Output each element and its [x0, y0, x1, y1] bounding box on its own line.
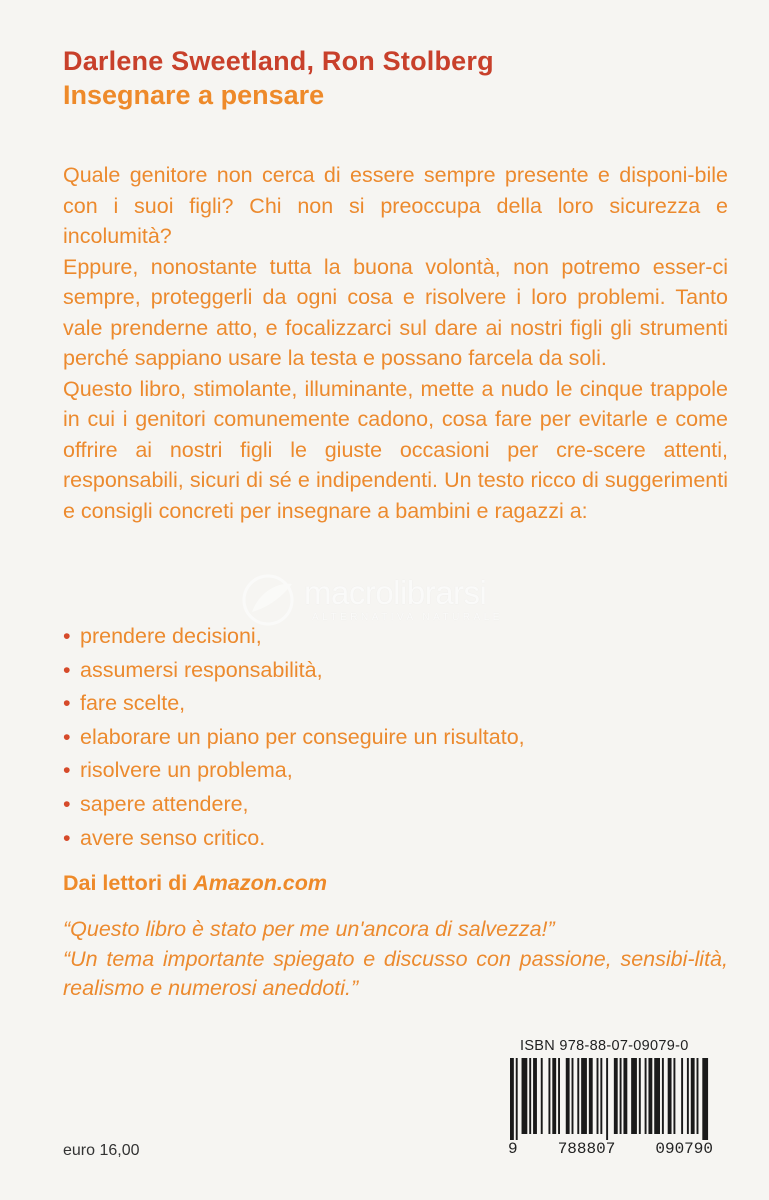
barcode-bar — [614, 1058, 618, 1134]
barcode — [508, 1058, 713, 1140]
barcode-bar — [639, 1058, 641, 1134]
barcode-bar — [533, 1058, 537, 1134]
barcode-digit-group: 9 — [508, 1140, 518, 1158]
barcode-bar — [697, 1058, 699, 1134]
reader-quote: “Un tema importante spiegato e discusso con passione, sensibi-lità, realismo e numerosi aneddoti.” — [63, 946, 728, 1000]
barcode-bar — [668, 1058, 672, 1134]
list-item: • elaborare un piano per conseguire un risultato, — [63, 721, 723, 755]
barcode-bar — [589, 1058, 593, 1134]
book-title: Insegnare a pensare — [63, 80, 325, 110]
barcode-bar — [702, 1058, 708, 1140]
readers-prefix: Dai lettori di — [63, 871, 194, 895]
barcode-bar — [510, 1058, 514, 1140]
barcode-digits — [508, 1140, 713, 1158]
barcode-bar — [662, 1058, 664, 1134]
list-item: • fare scelte, — [63, 687, 723, 721]
list-item: • assumersi responsabilità, — [63, 654, 723, 688]
list-item: • sapere attendere, — [63, 788, 723, 822]
barcode-bar — [597, 1058, 599, 1134]
barcode-bar — [548, 1058, 550, 1134]
barcode-bar — [623, 1058, 627, 1134]
barcode-bar — [687, 1058, 689, 1134]
barcode-digit-group: 788807 — [557, 1140, 616, 1158]
book-authors: Darlene Sweetland, Ron Stolberg — [63, 46, 494, 76]
description-paragraph: Questo libro, stimolante, illuminante, mette a nudo le cinque trappole in cui i genitori comunemente cadono, cosa fare per evitarle e come offrire ai nostri figli le giuste occasioni per cre-scere attenti, responsabili, sicuri di sé e indipendenti. Un testo ricco di suggerimenti e consigli concreti per insegnare a bambini e ragazzi a: — [63, 376, 728, 523]
list-item: • prendere decisioni, — [63, 620, 723, 654]
barcode-digit-group: 090790 — [655, 1140, 713, 1158]
barcode-bar — [516, 1058, 518, 1140]
readers-heading — [63, 871, 327, 896]
watermark-brand: macrolibrarsi — [304, 574, 487, 611]
barcode-bar — [541, 1058, 543, 1134]
barcode-bar — [654, 1058, 660, 1134]
description-paragraph: Eppure, nonostante tutta la buona volontà, non potremo esser-ci sempre, proteggerli da ogni cosa e risolvere i loro problemi. Tanto vale prenderne atto, e focalizzarci sul dare ai nostri figli gli strumenti perché sappiano usare la testa e possano farcela da soli. — [63, 254, 728, 370]
barcode-bar — [581, 1058, 587, 1134]
price-label: euro 16,00 — [63, 1142, 140, 1159]
reader-quotes — [63, 915, 728, 1004]
barcode-bar — [620, 1058, 622, 1134]
barcode-bar — [529, 1058, 531, 1134]
barcode-bar — [558, 1058, 560, 1134]
skills-list — [63, 620, 723, 855]
barcode-bar — [648, 1058, 652, 1134]
readers-source: Amazon.com — [193, 871, 328, 895]
barcode-bar — [606, 1058, 608, 1140]
watermark-tagline: ALTERNATIVA NATURALE — [312, 612, 503, 623]
list-item: • avere senso critico. — [63, 822, 723, 856]
barcode-bar — [645, 1058, 647, 1134]
barcode-bar — [681, 1058, 683, 1134]
barcode-bar — [552, 1058, 556, 1134]
isbn-label: ISBN 978-88-07-09079-0 — [520, 1038, 689, 1054]
barcode-bar — [631, 1058, 637, 1134]
barcode-bar — [600, 1058, 602, 1134]
barcode-bar — [577, 1058, 579, 1134]
barcode-bar — [572, 1058, 574, 1134]
book-description — [63, 160, 728, 526]
barcode-bar — [673, 1058, 675, 1134]
barcode-bar — [522, 1058, 528, 1134]
list-item: • risolvere un problema, — [63, 754, 723, 788]
barcode-bar — [566, 1058, 570, 1134]
barcode-bar — [691, 1058, 695, 1134]
description-paragraph: Quale genitore non cerca di essere sempre presente e disponi-bile con i suoi figli? Chi non si preoccupa della loro sicurezza e incolumità? — [63, 163, 728, 248]
reader-quote: “Questo libro è stato per me un'ancora di salvezza!” — [63, 917, 555, 941]
